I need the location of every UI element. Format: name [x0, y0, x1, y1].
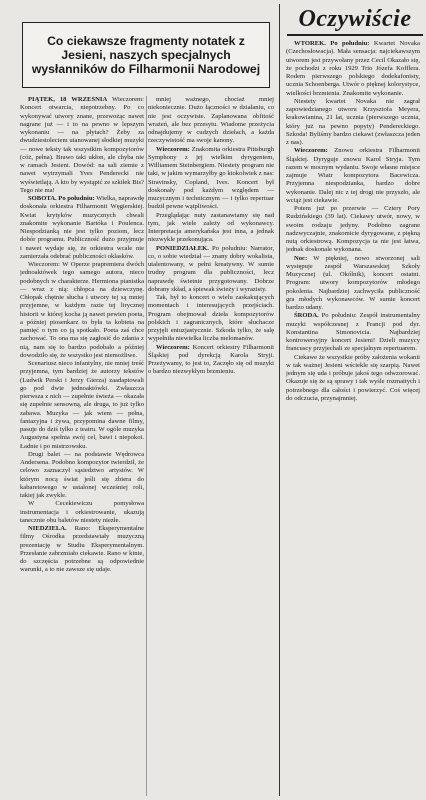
headline-box: [22, 22, 270, 88]
paragraph: [20, 261, 144, 360]
paragraph-lead: WTOREK. Po południu:: [294, 40, 370, 47]
paragraph-text: Wieczorem: Koncert otwarcia, niepotrzebny. Po co wykonywać utwory znane, przewożąc nawet nagrane już — i to na pewno w lepszym wykonaniu — na płytach? Żeby za dwudziestoleciem utanowanej słodkiej muzyki — nowe teksty tak wszystkim kompozytorów (cóż, pełna). Brawo taki ukłon, ale chyba nie w ramach Jesieni. Dowód: na sali ziemie z nawet wytrzymali Yves Penderecki nie wyświetlają. A kto by wystąpić ze szkiłek Bis? Tego nie ma!: [20, 96, 144, 194]
paragraph-text: Niestety kwartet Novaka nie zagrał zapowiedzianego utworu Krzysztofa Meyera, krakowianina, 21 lat, ucznia (pierwszego ucznia, który już na pewno popyty) Pendereckiego. Szkoda! Byliśmy bardzo ciekawi (zwłaszcza jeden z nas).: [286, 97, 420, 146]
section-title: Oczywiście: [287, 4, 423, 36]
paragraph-lead: SOBOTA. Po południu:: [28, 195, 95, 202]
paragraph-text: Znakomita orkiestra Pittsburgh Symphony z jej wielkim dyrygentem, Williamem Steinbergiem. Niestety program nie taki, w jakim wymarzyłby go ktokolwiek z nas: Stravinsky, Copland, Ives. Koncert był doskonały pod każdym względem — muzycznym i technicznym — i tylko repertuar budził pewne wątpliwości.: [148, 145, 274, 211]
column-divider-inner: [146, 96, 147, 796]
paragraph: [286, 40, 420, 98]
paragraph: [286, 98, 420, 148]
paragraph-lead: NIEDZIELA.: [28, 525, 67, 532]
paragraph-lead: Wieczorem:: [156, 145, 190, 153]
column-divider: [279, 4, 280, 796]
paragraph: [286, 205, 420, 255]
paragraph-lead: PONIEDZIAŁEK.: [156, 244, 209, 252]
paragraph-text: Po południu: Zespół instrumentalny muzyki współczesnej z Francji pod dyr. Konstantina Simonovicia. Najbardziej kontrowersyjny koncert Jesieni! Dzieli muzycy francuscy przyjechali ze specjalnym repertuarem.: [286, 312, 420, 353]
paragraph-text: Znowu orkiestra Filharmonii Śląskiej. Dyryguje znowu Karol Stryja. Tym razem w mocnym wydaniu. Swoje własne miejsce zajmuje Wiatr kompozytora Bacewicza. Przyjemna niespodzianka, bardzo dobre wykonanie. Dalej nic z tej drogi nie przyszło, ale wciąż jest ciekawie.: [286, 147, 420, 204]
paragraph-text: Drugi balet — na podstawie Wędrowca Andersena. Podobno kompozytor twierdził, że celowo zaznaczył sąsiedztwo artystów. W którym nocą świat jeśli się zbiera do kabaretowego w ustalonej wcześniej roli, takiej jak zwykle.: [20, 450, 144, 499]
paragraph-text: Koncert orkiestry Filharmonii Śląskiej pod dyrekcją Karola Stryji. Przeżywamy, to jest to, Zaczęło się od muzyki o bardzo niezwykłym brzmieniu.: [148, 343, 274, 376]
paragraph-text: Tak, był to koncert o wielu zaskakujących momentach i interesujących przejściach. Program obejmował dzieła kompozytorów polskich i zagranicznych, które słuchacze przyjęli entuzjastycznie. Szkoda tylko, że salę wypełniła niewielka liczba melomanów.: [148, 294, 274, 343]
paragraph: [20, 500, 144, 525]
paragraph-lead: PIĄTEK, 18 WRZEŚNIA: [28, 96, 108, 103]
article-column-3: [286, 40, 420, 796]
paragraph: [148, 344, 274, 377]
paragraph: [286, 354, 420, 404]
paragraph-lead: Wieczorem:: [294, 147, 328, 155]
paragraph-text: Kwartet Novaka (Czechosłowacja). Mała sensacja: najciekawszym utworem jest przywołany przez Cecil Okazało się, że pochodzi z roku 1929 Trio Józefa Kofflera. Rodem pierwszego polskiego dodekafonisty, ucznia Schoenberga. Utwór o pięknej kolorystyce, wielkości brzmienia. Znakomite wykonanie.: [286, 40, 420, 97]
paragraph-lead: Noc:: [294, 254, 308, 262]
paragraph-lead: ŚRODA.: [294, 312, 319, 320]
paragraph-text: W Cecekiewiczu pomysłowa instrumentacja i orkiestrowanie, ukazują tanecznie obu baletów niestety niezłe.: [20, 500, 144, 524]
paragraph: [286, 255, 420, 313]
paragraph: [20, 96, 144, 195]
paragraph: [148, 96, 274, 146]
paragraph-text: Przeglądając nuty zastanawiamy się nad tym, jak wiele zależy od wykonawcy. Interpretacja amerykańska jest inna, a jednak niezwykle przekonująca.: [148, 211, 274, 244]
article-column-2: [148, 96, 274, 796]
paragraph: [20, 360, 144, 451]
article-column-1: [20, 96, 144, 796]
paragraph: [148, 146, 274, 212]
paragraph: [148, 294, 274, 344]
paragraph-text: Rano: Eksperymentalne filmy Ośrodka przedstawiały muzyczną prezentację w Studiu Eksperymentalnym. Przesłanie zabrzmiało ciekawie. Rano w kinie, do szczęścia potrzebne są odpowiednie warunki, a to nie zawsze się udaje.: [20, 525, 144, 574]
paragraph: [20, 525, 144, 575]
paragraph-text: Wielka, naprawdę doskonała orkiestra Filharmonii Węgierskiej. Kwiat krytyków muzycznych chwali znakomite wykonanie Bartóka i Poulenca. Niespodzianką nie jest tylko poziom, lecz dobór programu. Publiczność dużo przyjmuje i nawet wydaje się, że orkiestra wcale nie zamierzała odebrać publiczności oklasków.: [20, 195, 144, 260]
paragraph-text: mniej ważnego, chociaż mniej niekoniecznie. Dużo łączności w działaniu, co nie jest oczywiste. Zaplanowana obfitość wrażeń, ale bez przesytu. Wiadome przeżycia odnajdujemy w cudzych dziełach, a każda rzeczywistość ma swoje kanony.: [148, 96, 274, 145]
paragraph-text: Po południu: Narrator, co, o sobie wiedział — znany dobry wokalista, utalentowany, w pełni kreatywny. W sumie trudny program dla publiczności, lecz naprawdę świetnie przygotowany. Dobrze dobrany skład, a śpiewak świeży i wyrazisty.: [148, 244, 274, 293]
paragraph: [148, 245, 274, 295]
paragraph: [20, 451, 144, 501]
paragraph-text: Potem już po przerwie — Cztery Pory Rudzińskiego (39 lat). Ciekawy utwór, nowy, w swoim rodzaju jedyny. Podobno zagrane nadzwyczajnie, znakomicie dyrygowane, z piękną nutą orkiestrową. Kompozycja ta nie jest łatwa, jednak doskonale wykonana.: [286, 205, 420, 254]
paragraph-text: Scenariusz nieco infantylny, nie mniej treść przyjemna, tym bardziej że autorzy tekstów (Ludwik Perski i Jerzy Gierza) zaadaptowali go pod dwie jednoaktówki. Zwłaszcza pierwsza z nich — zupełnie świeża — okazała się zupełnie sensowną, ale druga, to już tylko zabawa. Muzyka — jak wiem — pełna, fantazyjna i żywa, przypomina dawne filmy, pasuje do dziś tylko z teatru. W ogóle muzyka Augustyna spełnia swój cel, bawi i niepokoi. Ładnie i po mistrzowsku.: [20, 360, 144, 450]
headline-text: Co ciekawsze fragmenty notatek z Jesieni, naszych specjalnych wysłanników do Filharmonii Narodowej: [31, 34, 261, 76]
paragraph: [286, 312, 420, 353]
paragraph-lead: Wieczorem:: [156, 343, 190, 351]
paragraph-text: W piękniej, nowo stworzonej sali występuje zespół Warszawskiej Szkoły Muzycznej (ul. Okólnik), koncert ostatni. Program: utwory kompozytorów młodego pokolenia. Najbardziej zachwyciła publiczność gra młodych wykonawców. W sumie koncert bardzo udany.: [286, 254, 420, 311]
paragraph: [20, 195, 144, 261]
paragraph: [286, 147, 420, 205]
paragraph-text: Wieczorem: W Operze prapremiera dwóch jednoaktówek tego samego autora, nieco podobnych w charakterze. Hermiona pianistka — wraz z nią: chłopca na dziewczynę. Chłopak chętnie słucha i utwory tej są mniej przyjemne, w każdym razie tej lirycznej historii w której kocha ją nawet pewien poeta, a później piosenkarz to była ta kobieta na pamięć o tym co ją spotkało. Poeta zaś chce zachować. To ona ma się zagłosić do zdania z nią, nam się to bardzo podobało a później dowodziło się, że wszystko jest niemożliwe.: [20, 261, 144, 359]
paragraph-text: Ciekawe że wszystkie próby założenia wokanii w tak ważnej Jesieni wściekle się szarpią. Nawet jednym się uda i próbuje jakoś tego odwzorować. Okazuje się że są sprawy i tak wyśle rozmaitych i potrzebnego dla całości i powierzyć. Coś więcej do odczucia, przynajmniej.: [286, 353, 420, 402]
paragraph: [148, 212, 274, 245]
